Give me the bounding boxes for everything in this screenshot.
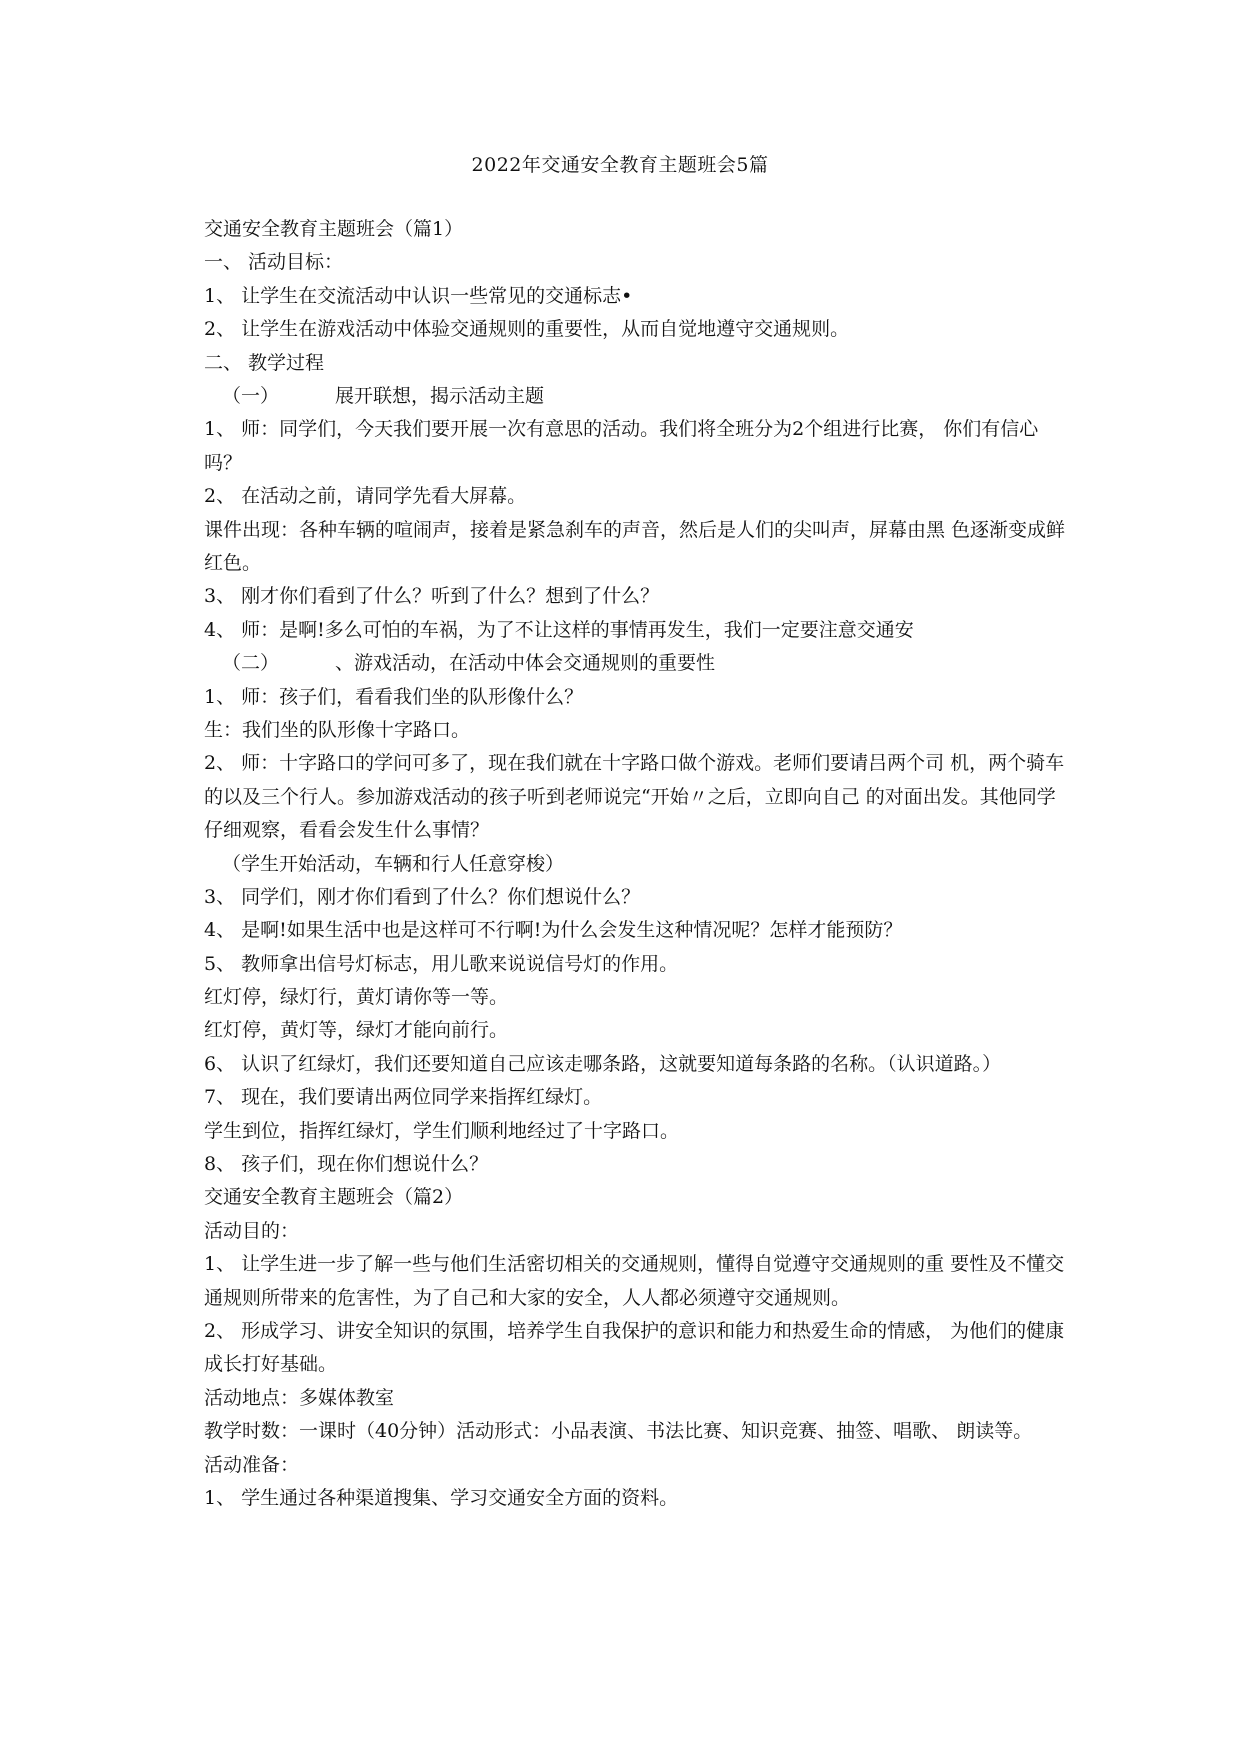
document-title: 2022年交通安全教育主题班会5篇 — [471, 154, 769, 176]
activity-purpose-heading: 活动目的： — [204, 1219, 300, 1242]
paragraph-item: 1、 学生通过各种渠道搜集、学习交通安全方面的资料。 — [204, 1487, 679, 1510]
paragraph-item: 2、 形成学习、讲安全知识的氛围，培养学生自我保护的意识和能力和热爱生命的情感， 为他们的健康成长打好基础。 — [204, 1320, 1065, 1376]
paragraph-item: 1、 师：同学们，今天我们要开展一次有意思的活动。我们将全班分为2个组进行比赛， 你们有信心吗？ — [204, 418, 1039, 474]
paragraph-item: 5、 教师拿出信号灯标志，用儿歌来说说信号灯的作用。 — [204, 952, 679, 975]
activity-location: 活动地点：多媒体教室 — [204, 1386, 395, 1409]
paragraph-text: 生：我们坐的队形像十字路口。 — [204, 718, 471, 741]
paragraph-item: 4、 是啊!如果生活中也是这样可不行啊!为什么会发生这种情况呢？怎样才能预防？ — [204, 919, 903, 942]
subsection-1 — [204, 380, 1074, 413]
subsection-2 — [204, 647, 1074, 680]
paragraph-item: 1、 让学生进一步了解一些与他们生活密切相关的交通规则，懂得自觉遵守交通规则的重 要性及不懂交通规则所带来的危害性，为了自己和大家的安全，人人都必须遵守交通规则。 — [204, 1253, 1065, 1309]
paragraph-text: 红灯停，黄灯等，绿灯才能向前行。 — [204, 1019, 509, 1042]
teaching-hours: 教学时数：一课时（40分钟）活动形式：小品表演、书法比赛、知识竞赛、抽签、唱歌、 朗读等。 — [204, 1420, 1033, 1443]
subsection-1-title: 展开联想，揭示活动主题 — [335, 384, 545, 407]
paragraph-item: 7、 现在，我们要请出两位同学来指挥红绿灯。 — [204, 1086, 603, 1109]
subsection-1-number: （一） — [222, 384, 280, 407]
paragraph-item: 3、 同学们，刚才你们看到了什么？你们想说什么？ — [204, 885, 641, 908]
subsection-2-number: （二） — [222, 652, 280, 675]
paragraph-item: 3、 刚才你们看到了什么？听到了什么？想到了什么？ — [204, 585, 660, 608]
activity-goals-heading: 一、 活动目标： — [204, 251, 344, 274]
paragraph-text: 课件出现：各种车辆的喧闹声，接着是紧急刹车的声音，然后是人们的尖叫声，屏幕由黑 色逐渐变成鲜红色。 — [204, 518, 1066, 574]
goal-item-1: 1、 让学生在交流活动中认识一些常见的交通标志• — [204, 284, 633, 307]
paragraph-text: 红灯停，绿灯行，黄灯请你等一等。 — [204, 986, 509, 1009]
teaching-process-heading: 二、 教学过程 — [204, 351, 325, 374]
section-heading-2: 交通安全教育主题班会（篇2） — [204, 1186, 464, 1209]
paragraph-item: 1、 师：孩子们，看看我们坐的队形像什么？ — [204, 685, 584, 708]
goal-item-2: 2、 让学生在游戏活动中体验交通规则的重要性，从而自觉地遵守交通规则。 — [204, 318, 850, 341]
document-body — [204, 213, 1074, 1515]
section-heading-1: 交通安全教育主题班会（篇1） — [204, 218, 464, 240]
paragraph-item: 6、 认识了红绿灯，我们还要知道自己应该走哪条路，这就要知道每条路的名称。（认识道路。） — [204, 1052, 1002, 1075]
paragraph-text: 学生到位，指挥红绿灯，学生们顺利地经过了十字路口。 — [204, 1119, 680, 1142]
paragraph-item: 8、 孩子们，现在你们想说什么？ — [204, 1153, 489, 1176]
activity-preparation-heading: 活动准备： — [204, 1453, 300, 1476]
paragraph-item: 2、 师：十字路口的学问可多了，现在我们就在十字路口做个游戏。老师们要请吕两个司 机，两个骑车的以及三个行人。参加游戏活动的孩子听到老师说完“开始〃之后，立即向自己 的对面出发。其他同学仔细观察，看看会发生什么事情？ — [204, 752, 1065, 842]
paragraph-text: （学生开始活动，车辆和行人任意穿梭） — [222, 852, 565, 875]
paragraph-item: 4、 师：是啊!多么可怕的车祸，为了不让这样的事情再发生，我们一定要注意交通安 — [204, 618, 914, 641]
subsection-2-title: 、游戏活动，在活动中体会交通规则的重要性 — [335, 652, 716, 675]
paragraph-item: 2、 在活动之前，请同学先看大屏幕。 — [204, 485, 527, 508]
